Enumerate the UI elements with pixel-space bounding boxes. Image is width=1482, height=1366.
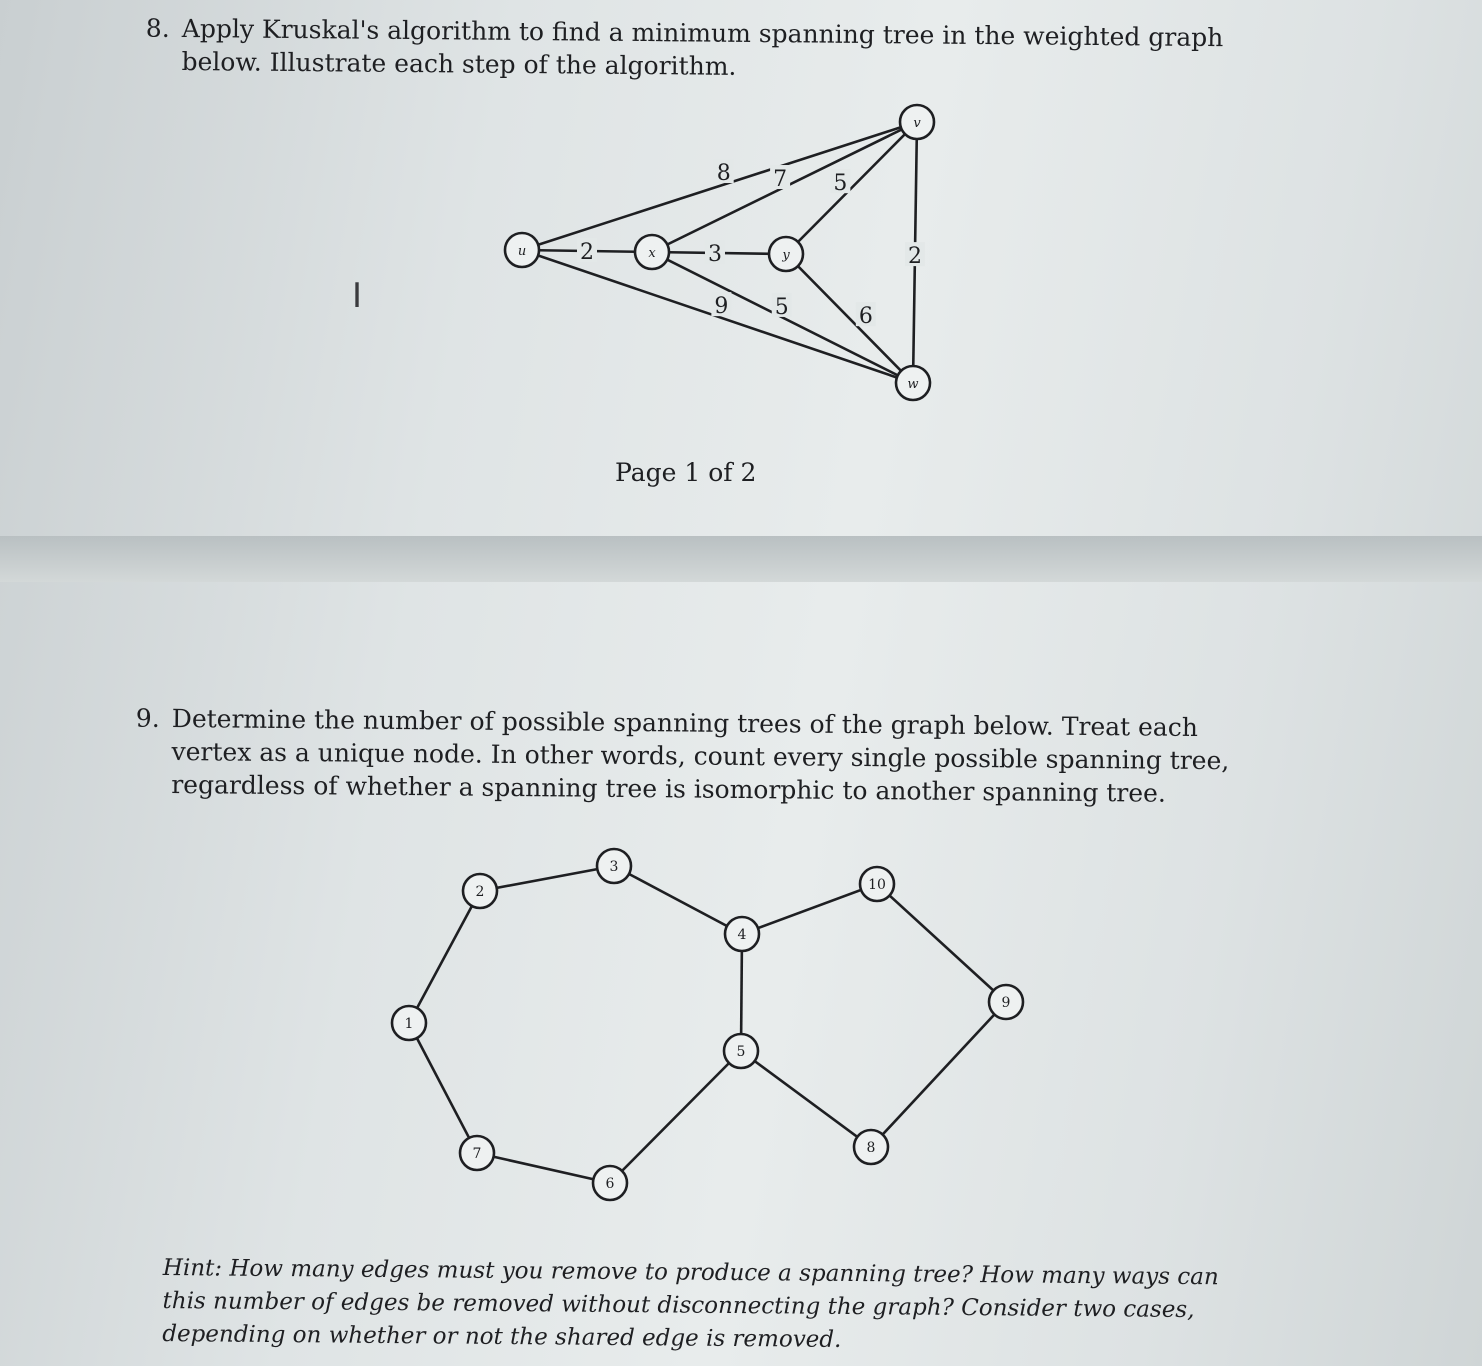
edge-weight-u-w: 9 xyxy=(714,294,729,320)
problem-9-text: Determine the number of possible spanning trees of the graph below. Treat each vertex as a unique node. In other words, count every single possible spanning tree, regardless of whether a spanning tree is isomorphic to another spanning tree. xyxy=(171,703,1230,808)
edge-weight-x-y: 3 xyxy=(707,241,722,267)
vertex-label-6: 6 xyxy=(605,1176,615,1192)
problem-8-text: Apply Kruskal's algorithm to find a minimum spanning tree in the weighted graph below. Illustrate each step of the algorithm. xyxy=(181,13,1224,81)
vertex-label-x: x xyxy=(648,246,656,261)
edge-3-4 xyxy=(614,866,742,934)
page-one xyxy=(0,0,1482,540)
problem-8-number: 8. xyxy=(145,13,170,43)
edge-weight-x-w: 5 xyxy=(774,294,789,320)
edge-weights xyxy=(577,159,925,329)
edge-y-v xyxy=(786,122,917,254)
vertex-label-5: 5 xyxy=(736,1044,746,1060)
vertex-label-7: 7 xyxy=(472,1146,482,1162)
vertex-label-4: 4 xyxy=(737,927,747,943)
page-two xyxy=(0,580,1482,1366)
edge-y-w xyxy=(786,254,913,383)
problem-9-number: 9. xyxy=(135,703,160,733)
vertex-label-3: 3 xyxy=(609,859,619,875)
edge-weight-u-x: 2 xyxy=(580,240,594,265)
vertex-label-w: w xyxy=(907,377,919,392)
edge-weight-y-v: 5 xyxy=(833,171,848,197)
vertex-label-1: 1 xyxy=(404,1016,414,1032)
page-separator xyxy=(0,536,1482,582)
hint-text: Hint: How many edges must you remove to produce a spanning tree? How many ways can this number of edges be removed without disconnecting the graph? Consider two cases, depending on whether or not the shared edge is removed. xyxy=(162,1254,1219,1353)
edge-7-1 xyxy=(409,1023,477,1153)
edge-weight-y-w: 6 xyxy=(858,304,873,330)
edge-6-7 xyxy=(477,1153,610,1183)
edge-weight-v-w: 2 xyxy=(907,244,922,270)
vertex-label-u: u xyxy=(517,244,527,259)
edge-weight-u-v: 8 xyxy=(716,161,731,187)
edge-2-3 xyxy=(480,866,614,891)
edge-9-8 xyxy=(871,1002,1006,1147)
cycle-graph xyxy=(0,580,1482,1366)
edges xyxy=(409,866,1006,1183)
text-cursor-icon: I xyxy=(352,276,363,316)
vertices xyxy=(392,849,1023,1200)
vertex-label-v: v xyxy=(913,116,921,131)
vertex-label-8: 8 xyxy=(866,1140,876,1156)
edge-5-6 xyxy=(610,1051,741,1183)
edge-10-9 xyxy=(877,884,1006,1002)
page-number: Page 1 of 2 xyxy=(615,458,757,487)
edge-weight-x-v: 7 xyxy=(773,167,788,193)
edge-4-10 xyxy=(742,884,877,934)
edge-8-5 xyxy=(741,1051,871,1147)
vertex-label-2: 2 xyxy=(475,884,485,900)
vertex-label-y: y xyxy=(782,248,790,263)
vertex-label-9: 9 xyxy=(1001,995,1011,1011)
vertex-label-10: 10 xyxy=(868,877,886,893)
edge-1-2 xyxy=(409,891,480,1023)
